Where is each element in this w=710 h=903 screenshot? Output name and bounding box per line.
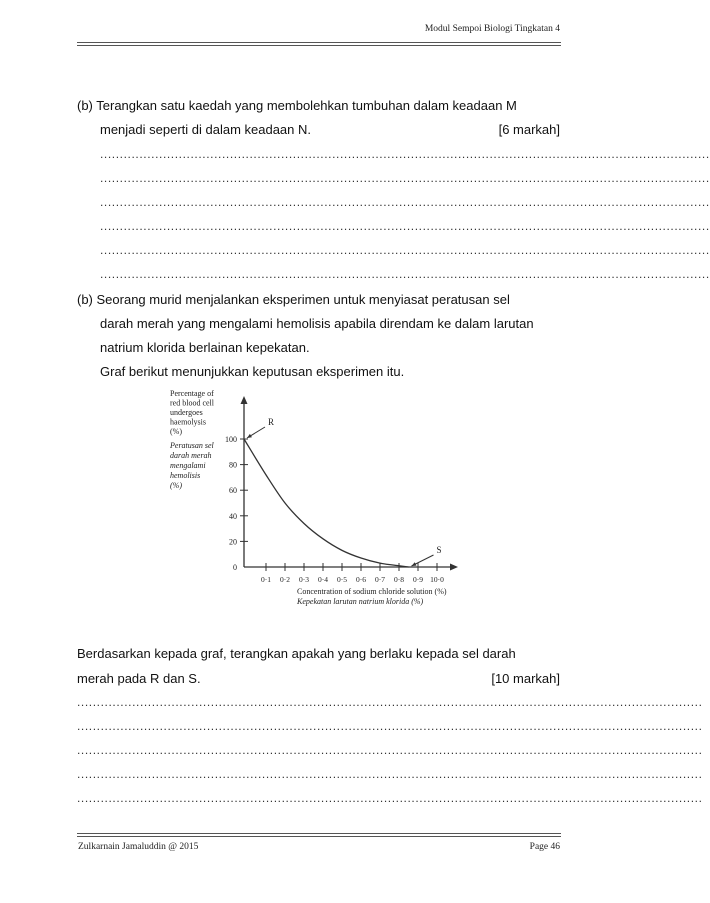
answer-line[interactable]: ........................................................................................................................................................... [100, 267, 710, 281]
y-label-ms-line: darah merah [170, 451, 212, 460]
answer-line[interactable]: ........................................................................................................................................................... [100, 219, 710, 233]
answer-line[interactable]: ............................................................................................................................................................... [77, 791, 703, 805]
answer-line[interactable]: ........................................................................................................................................................... [100, 147, 710, 161]
question-c-line2: merah pada R dan S. [77, 671, 201, 686]
x-axis-label-en: Concentration of sodium chloride solution (%) [297, 587, 447, 596]
question-b2-line3: natrium klorida berlainan kepekatan. [100, 340, 310, 355]
question-c-line1: Berdasarkan kepada graf, terangkan apakah yang berlaku kepada sel darah [77, 646, 516, 661]
y-label-en-line: red blood cell [170, 398, 214, 408]
answer-line[interactable]: ............................................................................................................................................................... [77, 743, 703, 757]
y-label-en-line: undergoes [170, 408, 203, 417]
question-b1-line1: (b) Terangkan satu kaedah yang membolehkan tumbuhan dalam keadaan M [77, 98, 517, 113]
answer-line[interactable]: ............................................................................................................................................................... [77, 767, 703, 781]
x-tick-label: 0·3 [299, 575, 309, 584]
y-tick-label: 80 [229, 460, 237, 470]
y-axis-label-en [170, 389, 215, 436]
footer-author: Zulkarnain Jamaluddin @ 2015 [78, 842, 199, 852]
y-tick-label: 100 [225, 435, 237, 444]
annotation-label: R [268, 417, 275, 427]
page-number: Page 46 [529, 842, 560, 852]
x-tick-label: 10·0 [430, 575, 444, 584]
answer-line[interactable]: ............................................................................................................................................................... [77, 695, 703, 709]
y-label-en-line: Percentage of [170, 389, 214, 398]
y-label-ms-line: hemolisis [170, 471, 201, 480]
y-tick-label: 40 [229, 511, 237, 521]
x-tick-label: 0·7 [375, 575, 385, 584]
answer-line[interactable]: ........................................................................................................................................................... [100, 171, 710, 185]
x-tick-label: 0·9 [413, 575, 423, 584]
y-axis-arrow [241, 396, 248, 404]
x-tick-label: 0·1 [261, 575, 271, 584]
x-tick-label: 0·6 [356, 575, 366, 584]
y-tick-label: 20 [229, 537, 237, 547]
y-axis-label-ms [169, 441, 215, 490]
haemolysis-chart [160, 380, 490, 610]
x-tick-label: 0·4 [318, 575, 328, 584]
y-label-en-line: haemolysis [170, 417, 206, 427]
question-b2-line1: (b) Seorang murid menjalankan eksperimen untuk menyiasat peratusan sel [77, 292, 510, 307]
question-b2-line4: Graf berikut menunjukkan keputusan eksperimen itu. [100, 364, 405, 379]
answer-line[interactable]: ............................................................................................................................................................... [77, 719, 703, 733]
footer-rule [77, 833, 561, 837]
header-title: Modul Sempoi Biologi Tingkatan 4 [424, 24, 560, 34]
question-b1-marks: [6 markah] [498, 122, 560, 137]
answer-line[interactable]: ........................................................................................................................................................... [100, 195, 710, 209]
y-tick-label: 60 [229, 486, 237, 496]
y-label-en-line: (%) [170, 427, 182, 436]
y-label-ms-line: mengalami [170, 461, 206, 470]
x-tick-label: 0·2 [280, 575, 290, 584]
annotation-label: S [436, 545, 442, 555]
haemolysis-curve [244, 439, 409, 567]
question-b1-line2: menjadi seperti di dalam keadaan N. [100, 122, 312, 137]
x-tick-label: 0·5 [337, 575, 347, 584]
x-tick-label: 0·8 [394, 575, 404, 584]
y-tick-label: 0 [233, 563, 237, 572]
y-label-ms-line: Peratusan sel [170, 441, 214, 450]
question-b2-line2: darah merah yang mengalami hemolisis apabila direndam ke dalam larutan [100, 316, 534, 331]
chart-svg [160, 380, 490, 610]
question-c-marks: [10 markah] [491, 671, 560, 686]
y-label-ms-line: (%) [170, 481, 182, 490]
x-axis-arrow [450, 564, 458, 571]
header-rule [77, 42, 561, 46]
answer-line[interactable]: ........................................................................................................................................................... [100, 243, 710, 257]
x-axis-label-ms: Kepekatan larutan natrium klorida (%) [297, 597, 424, 606]
